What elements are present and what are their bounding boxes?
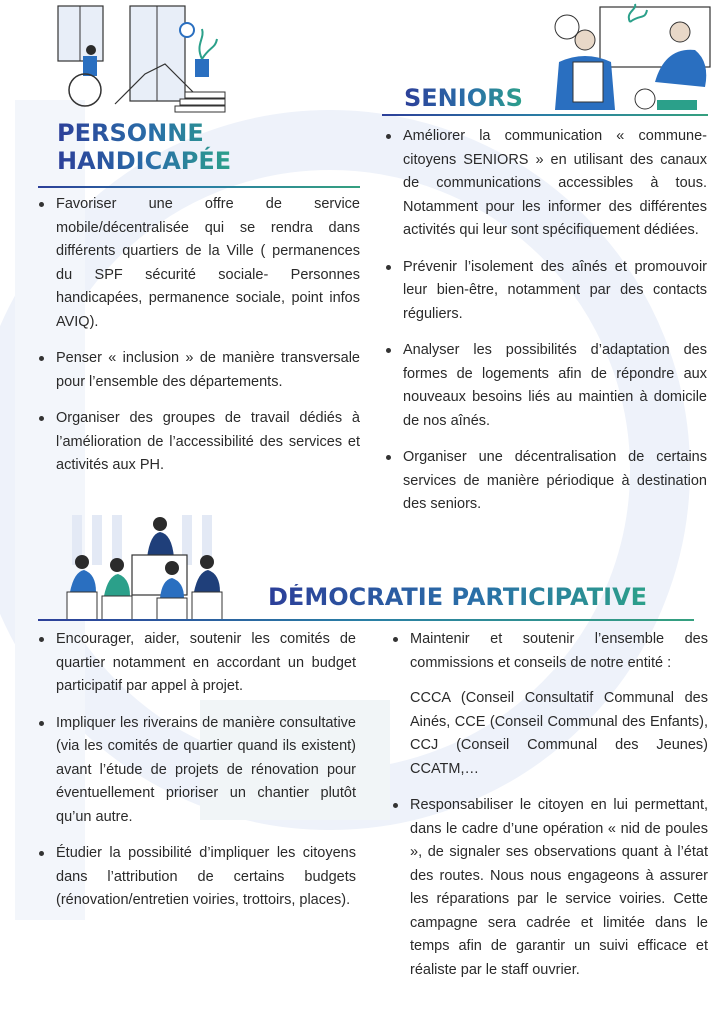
wheelchair-stairs-illustration — [55, 4, 230, 116]
list-item: Penser « inclusion » de manière transversale pour l’ensemble des départements. — [38, 347, 360, 394]
list-item: Organiser des groupes de travail dédiés à l’amélioration de l’accessibilité des services et activités aux PH. — [38, 407, 360, 478]
list-item: Analyser les possibilités d’adaptation des formes de logements afin de répondre aux nouveaux besoins liés au maintien à domicile de nos aînés. — [385, 339, 707, 433]
handicap-divider — [38, 186, 360, 188]
commissions-detail: CCCA (Conseil Consultatif Communal des Ainés, CCE (Conseil Communal des Enfants), CCJ (Conseil Communal des Jeunes) CCATM,… — [410, 690, 708, 777]
handicap-title-line2: HANDICAPÉE — [57, 146, 232, 175]
list-item: Organiser une décentralisation de certains services de manière périodique à destination des seniors. — [385, 446, 707, 517]
list-item: Favoriser une offre de service mobile/décentralisée qui se rendra dans différents quartiers de la Ville ( permanences du SPF sécurité sociale- Personnes handicapées, permanence sociale, point infos AVIQ). — [38, 193, 360, 334]
list-item: Impliquer les riverains de manière consultative (via les comités de quartier quand ils existent) avant l’étude de projets de rénovation pour éventuellement prioriser un chantier plutôt qu’un autre. — [38, 712, 356, 830]
commissions-text: Maintenir et soutenir l’ensemble des commissions et conseils de notre entité : — [410, 631, 708, 671]
democratie-left-list — [38, 628, 356, 926]
democratie-right-list — [392, 628, 708, 995]
democratie-title — [268, 584, 647, 612]
list-item — [392, 628, 708, 781]
seniors-list — [385, 125, 707, 530]
list-item: Prévenir l’isolement des aînés et promouvoir leur bien-être, notamment par des contacts réguliers. — [385, 256, 707, 327]
seniors-title-text: SENIORS — [404, 84, 523, 112]
democratie-divider — [38, 619, 694, 621]
conference-illustration — [62, 510, 227, 622]
list-item: Étudier la possibilité d’impliquer les citoyens dans l’attribution de certains budgets (rénovation/entretien voiries, trottoirs, places). — [38, 842, 356, 913]
handicap-title-line1: PERSONNE — [57, 119, 204, 147]
democratie-title-text: DÉMOCRATIE PARTICIPATIVE — [268, 583, 648, 611]
handicap-list — [38, 193, 360, 491]
list-item: Responsabiliser le citoyen en lui permettant, dans le cadre d’une opération « nid de poules », de signaler ses observations quant à l’état des routes. Nous nous engageons à assurer les réparations par le service voiries. Cette campagne sera cadrée et limitée dans le temps afin de garantir un suivi efficace et réaliste par le staff ouvrier. — [392, 794, 708, 982]
seniors-title — [404, 85, 523, 113]
handicap-title — [57, 120, 231, 175]
list-item: Encourager, aider, soutenir les comités de quartier notamment en accordant un budget participatif par appel à projet. — [38, 628, 356, 699]
list-item: Améliorer la communication « commune-citoyens SENIORS » en utilisant des canaux de communications accessibles à tous. Notamment pour les informer des différentes activités qui leur sont spécifiquement dédiées. — [385, 125, 707, 243]
seniors-divider — [382, 114, 708, 116]
seniors-illustration — [545, 2, 715, 112]
